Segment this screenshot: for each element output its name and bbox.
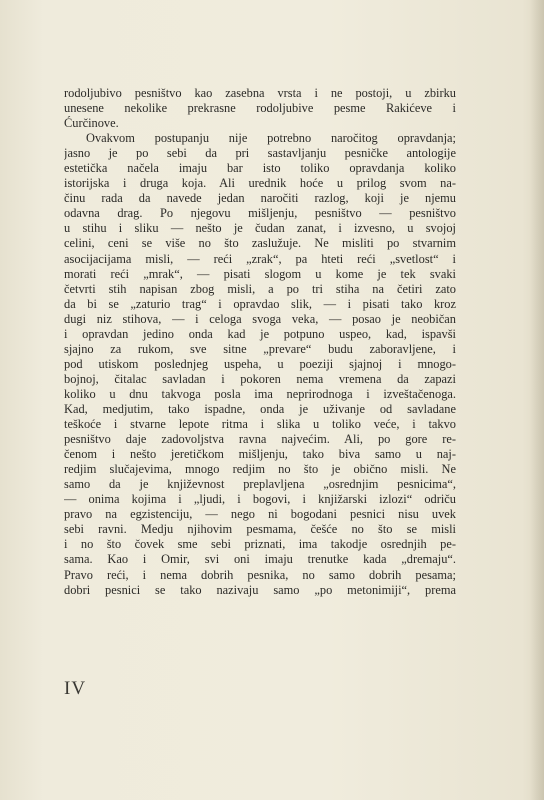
text-line: sama. Kao i Omir, svi oni imaju trenutke kada „dremaju“. bbox=[64, 552, 456, 567]
text-line: dugi niz stihova, — i celoga svoga veka, — posao je neobičan bbox=[64, 311, 456, 326]
text-line: da bi se „zaturio trag“ i opravdao slik, — i pisati tako kroz bbox=[64, 296, 456, 311]
text-line: samo da je književnost preplavljena „osrednjim pesnicima“, bbox=[64, 477, 456, 492]
text-line: u stihu i sliku — nešto je čudan zanat, i izvesno, u svojoj bbox=[64, 221, 456, 236]
text-line: odavna drag. Po njegovu mišljenju, pesništvo — pesništvo bbox=[64, 206, 456, 221]
page-edge-shadow bbox=[530, 0, 544, 800]
text-line: pesništvo daje zadovoljstva ravna najvećim. Ali, po gore re- bbox=[64, 432, 456, 447]
text-line: četvrti stih napisan zbog misli, a po tri stiha na četiri zato bbox=[64, 281, 456, 296]
text-line: Ćurčinove. bbox=[64, 116, 119, 131]
text-line: sebi ravni. Medju njihovim pesmama, češće no što se misli bbox=[64, 522, 456, 537]
text-line: rodoljubivo pesništvo kao zasebna vrsta i ne postoji, u zbirku bbox=[64, 86, 456, 100]
text-line: unesene nekolike prekrasne rodoljubive pesme Rakićeve i bbox=[64, 101, 456, 116]
text-line: Kad, medjutim, tako ispadne, onda je uživanje od savladane bbox=[64, 401, 456, 416]
text-line: sjajno za rukom, sve sitne „prevare“ budu zaboravljene, i bbox=[64, 341, 456, 356]
text-line: estetička načela imaju bar isto toliko opravdanja koliko bbox=[64, 161, 456, 176]
text-line: koliko u dnu takvoga posla ima neprirodnoga i izveštačenoga. bbox=[64, 386, 456, 401]
text-line: jasno je po sebi da pri sastavljanju pesničke antologije bbox=[64, 146, 456, 161]
text-line: celini, ceni se više no što zaslužuje. Ne misliti po stvarnim bbox=[64, 236, 456, 251]
body-text bbox=[64, 86, 456, 598]
text-line: asocijacijama misli, — reći „zrak“, pa hteti reći „svetlost“ i bbox=[64, 251, 456, 266]
page-number: IV bbox=[64, 678, 87, 699]
text-line: i no što čovek sme sebi priznati, ima takodje osrednjih pe- bbox=[64, 537, 456, 552]
text-line: čenom i nešto jeretičkom mišljenju, tako biva samo u naj- bbox=[64, 447, 456, 462]
text-line: i opravdan jedino onda kad je potpuno uspeo, kad, ispavši bbox=[64, 326, 456, 341]
text-line: bojnoj, čitalac savladan i pokoren nema vremena da zapazi bbox=[64, 371, 456, 386]
text-line: teškoće i stvarne lepote ritma i slika u toliko veće, i takvo bbox=[64, 417, 456, 432]
text-line: — onima kojima i „ljudi, i bogovi, i knjižarski izlozi“ odriču bbox=[64, 492, 456, 507]
text-line: pod utiskom poslednjeg uspeha, u poeziji sjajnoj i mnogo- bbox=[64, 356, 456, 371]
text-line: redjim slučajevima, mnogo redjim no što je obično misli. Ne bbox=[64, 462, 456, 477]
text-line: dobri pesnici se tako nazivaju samo „po metonimiji“, prema bbox=[64, 582, 456, 597]
text-line: Pravo reći, i nema dobrih pesnika, no samo dobrih pesama; bbox=[64, 567, 456, 582]
text-line: Ovakvom postupanju nije potrebno naročitog opravdanja; bbox=[86, 131, 456, 146]
text-line: morati reći „mrak“, — pisati slogom u kome je tek svaki bbox=[64, 266, 456, 281]
text-line: pravo na egzistenciju, — nego ni bogodani pesnici nisu uvek bbox=[64, 507, 456, 522]
text-line: činu rada da navede jedan naročiti razlog, koji je njemu bbox=[64, 191, 456, 206]
text-line: istorijska i druga koja. Ali urednik hoće u prilog svom na- bbox=[64, 176, 456, 191]
